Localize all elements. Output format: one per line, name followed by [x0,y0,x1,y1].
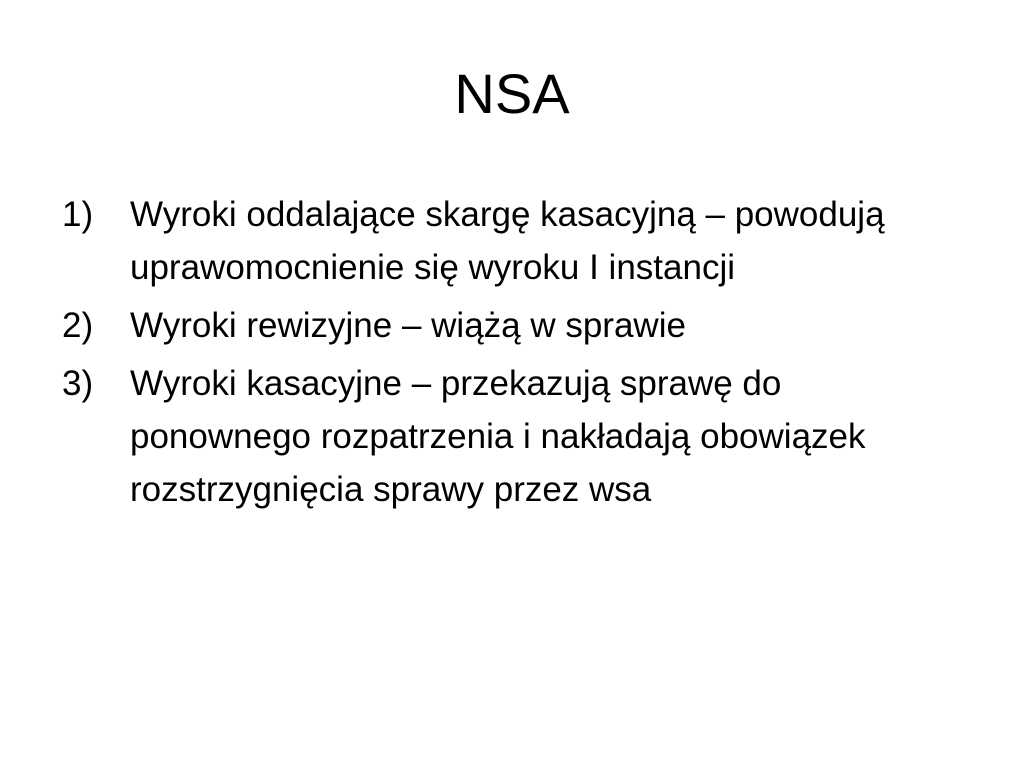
list-item-text: Wyroki oddalające skargę kasacyjną – powodują uprawomocnienie się wyroku I instancji [130,195,885,287]
list-item-text: Wyroki kasacyjne – przekazują sprawę do ponownego rozpatrzenia i nakładają obowiązek rozstrzygnięcia sprawy przez wsa [130,364,866,509]
list-item [62,188,962,294]
slide-title: NSA [454,62,570,125]
list-item-text: Wyroki rewizyjne – wiążą w sprawie [130,306,686,345]
list-item-number: 1) [62,195,94,234]
list-item-number: 2) [62,306,94,345]
list-item [62,299,962,352]
numbered-list [62,188,962,521]
list-item-number: 3) [62,364,94,403]
list-item [62,357,962,516]
